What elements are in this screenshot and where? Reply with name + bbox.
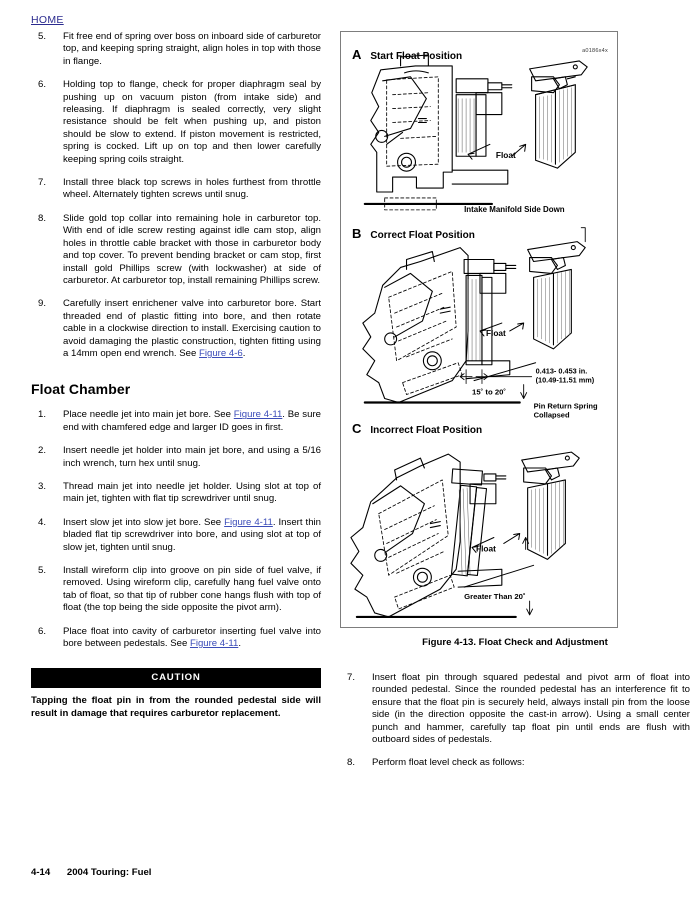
list-item-number: 5. [38, 31, 47, 42]
panel-b-header [352, 225, 475, 243]
panel-c-angle-label: Greater Than 20˚ [464, 592, 526, 602]
caution-body: Tapping the float pin in from the rounded pedestal side will result in damage that requires carburetor replacement. [31, 695, 321, 720]
list-item [31, 626, 321, 651]
panel-b-spring-label-line2: Collapsed [533, 410, 570, 420]
list-item-number: 3. [38, 480, 47, 492]
list-item-number: 8. [38, 212, 47, 224]
list-item-number: 7. [347, 672, 356, 683]
page-number: 4-14 [31, 867, 51, 878]
list-item [31, 298, 321, 360]
list-item-text-tail: . Be sure end with chamfered edge and larger ID goes in first. [63, 409, 321, 433]
panel-c-artwork [351, 452, 579, 617]
list-item-text: Perform float level check as follows: [372, 757, 525, 769]
panel-b-artwork [363, 228, 585, 403]
document-title: 2004 Touring: Fuel [66, 867, 152, 878]
list-item-number: 5. [38, 565, 47, 576]
list-item-number: 1. [38, 409, 47, 421]
list-item-text: Place needle jet into main jet bore. See [63, 409, 234, 421]
procedure-list-float-chamber [31, 409, 321, 650]
list-item-text-tail: . [242, 347, 246, 359]
list-item-number: 9. [38, 298, 47, 310]
list-item [340, 757, 690, 769]
section-heading: Float Chamber [31, 381, 131, 398]
procedure-list-right [340, 672, 690, 770]
list-item [31, 213, 321, 287]
list-item-number: 6. [38, 79, 47, 91]
carburetor-float-diagram [341, 32, 617, 627]
cross-reference-link[interactable]: Figure 4-11 [233, 409, 283, 421]
caution-title: CAUTION [31, 668, 321, 688]
list-item-text: Slide gold top collar into remaining hole in carburetor top. With end of idle screw resting against idle cam stop, align holes in throttle cable bracket with those in carburetor body and top cover. To prevent bending bracket or cam stop, first install gold Phillips screw (with lockwasher) at side of carburetor. At carburetor top, install remaining Phillips screw. [63, 212, 321, 286]
panel-a-title: Start Float Position [370, 51, 463, 62]
panel-b-float-label: Float [485, 327, 506, 338]
list-item [31, 177, 321, 202]
panel-a-artwork [365, 55, 587, 210]
list-item-text-tail: . [238, 638, 241, 650]
panel-b-title: Correct Float Position [370, 230, 475, 241]
panel-c-header [352, 420, 482, 438]
list-item [31, 445, 321, 470]
figure-4-13 [340, 31, 618, 628]
list-item-number: 6. [38, 625, 47, 637]
panel-b-angle-label: 15˚ to 20˚ [472, 387, 507, 397]
list-item [340, 672, 690, 746]
list-item-text: Carefully insert enrichener valve into carburetor bore. Start threaded end of plastic fitting into bore, and then rotate cable in a clockwise direction to install. Exercising caution to avoid damaging the plastic construction, tighten fitting using a 14mm open end wrench. See [63, 298, 321, 359]
panel-a-header [352, 46, 462, 64]
list-item-text: Fit free end of spring over boss on inboard side of carburetor top, and keeping spring straight, align holes in top with those in flange. [63, 31, 321, 67]
panel-a-base-label: Intake Manifold Side Down [464, 204, 565, 214]
list-item-text: Install three black top screws in holes furthest from throttle wheel. Alternately tighten screws until snug. [63, 177, 321, 201]
list-item-number: 2. [38, 445, 47, 457]
left-column [31, 31, 321, 721]
list-item-text: Thread main jet into needle jet holder. Using slot at top of main jet, tighten with flat tip screwdriver until snug. [63, 480, 321, 505]
panel-a-float-label: Float [495, 150, 516, 161]
list-item-text: Install wireform clip into groove on pin side of fuel valve, if removed. Using wireform clip, carefully hang fuel valve onto tab of float, so that tip of rubber cone hangs flush with top of float (the top being the side opposite the pivot arm). [63, 565, 321, 614]
list-item-number: 4. [38, 516, 47, 528]
panel-c-letter: C [352, 421, 362, 436]
panel-b-dimension-inches: 0.413- 0.453 in. [535, 366, 588, 376]
panel-b-dimension-mm: (10.49-11.51 mm) [535, 375, 595, 385]
list-item-text: Insert float pin through squared pedestal and pivot arm of float into rounded pedestal. Since the rounded pedestal has an interference fit to ensure that the float pin is securely held, always install pin from the loose side (in the direction opposite the cast-in arrow). Using a small center punch and hammer, carefully tap float pin until ends are flush with outboard sides of pedestals. [372, 672, 690, 746]
cross-reference-link[interactable]: Figure 4-6 [199, 347, 243, 359]
procedure-list-top [31, 31, 321, 360]
home-link[interactable]: HOME [31, 14, 64, 26]
cross-reference-link[interactable]: Figure 4-11 [189, 638, 239, 650]
cross-reference-link[interactable]: Figure 4-11 [224, 516, 273, 528]
panel-b-letter: B [352, 226, 362, 241]
panel-b-spring-label-line1: Pin Return Spring [533, 401, 598, 411]
list-item-text-tail: . Insert thin bladed flat tip screwdriver into bore, and using slot at top of slow jet, tighten until snug. [63, 516, 321, 553]
list-item [31, 31, 321, 68]
page-footer [31, 867, 151, 878]
list-item [31, 517, 321, 554]
panel-c-title: Incorrect Float Position [370, 425, 483, 436]
caution-box [31, 668, 321, 720]
list-item-number: 8. [347, 757, 356, 769]
artwork-code: a0186x4x [582, 48, 608, 54]
panel-a-letter: A [352, 47, 362, 62]
figure-caption: Figure 4-13. Float Check and Adjustment [422, 637, 608, 648]
list-item [31, 481, 321, 506]
right-column [340, 31, 690, 781]
list-item-text: Insert needle jet holder into main jet bore, and using a 5/16 inch wrench, turn hex until snug. [63, 445, 321, 469]
list-item-number: 7. [38, 177, 47, 189]
list-item [31, 79, 321, 166]
list-item-text: Holding top to flange, check for proper diaphragm seal by pushing up on vacuum piston (from intake side) and releasing. If diaphragm is sealed correctly, very slight resistance should be felt when pushing up, and piston should be slow to extend. If piston movement is restricted, spring is cocked. Lift up on top and then lower carefully keeping spring coils straight. [63, 79, 321, 165]
panel-c-float-label: Float [476, 543, 496, 554]
list-item [31, 565, 321, 615]
list-item [31, 409, 321, 434]
list-item-text: Insert slow jet into slow jet bore. See [63, 516, 225, 528]
list-item-text: Place float into cavity of carburetor inserting fuel valve into bore between pedestals. See [63, 625, 321, 650]
